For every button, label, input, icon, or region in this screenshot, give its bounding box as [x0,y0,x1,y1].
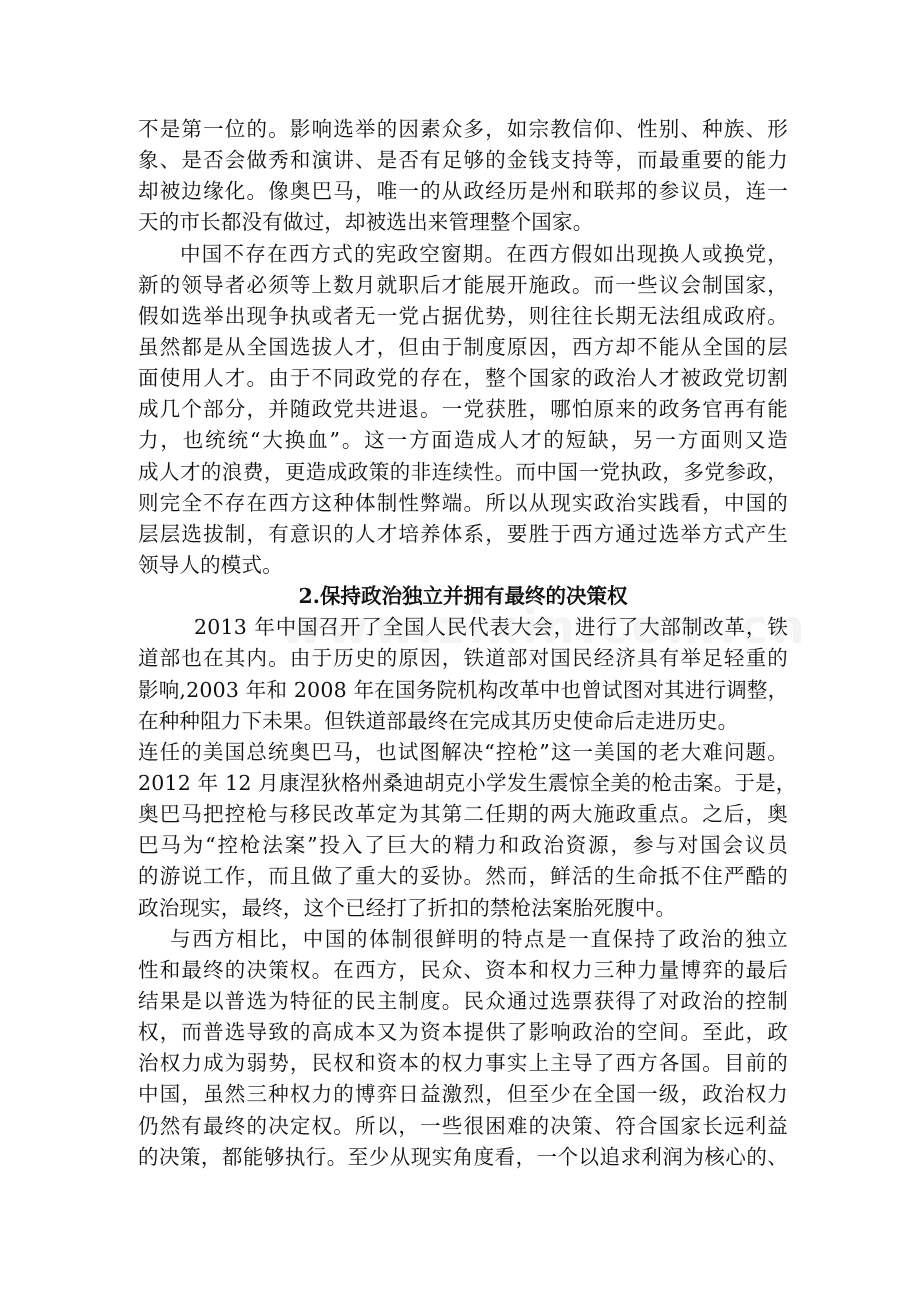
text-line: 与西方相比，中国的体制很鲜明的特点是一直保持了政治的独立 [170,926,788,951]
text-line: 领导人的模式。 [138,552,283,577]
text-line: 中国不存在西方式的宪政空窗期。在西方假如出现换人或换党， [180,241,788,266]
text-line: 虽然都是从全国选拔人才，但由于制度原因，西方却不能从全国的层 [138,334,788,359]
section-heading: 2.保持政治独立并拥有最终的决策权 [298,584,628,609]
text-line: 力，也统统“大换血”。这一方面造成人才的短缺，另一方面则又造 [138,428,788,453]
text-line: 层层选拔制，有意识的人才培养体系，要胜于西方通过选举方式产生 [138,521,788,546]
text-line: 成人才的浪费，更造成政策的非连续性。而中国一党执政，多党参政， [138,459,788,484]
text-line: 在种种阻力下未果。但铁道部最终在完成其历史使命后走进历史。 [138,708,739,733]
text-line: 的游说工作，而且做了重大的妥协。然而，鲜活的生命抵不住严酷的 [138,864,788,889]
text-line: 2012 年 12 月康涅狄格州桑迪胡克小学发生震惊全美的枪击案。于是， [138,770,797,795]
text-line: 权，而普选导致的高成本又为资本提供了影响政治的空间。至此，政 [138,1020,788,1045]
text-line: 2013 年中国召开了全国人民代表大会，进行了大部制改革，铁 [194,615,788,640]
text-line: 面使用人才。由于不同政党的存在，整个国家的政治人才被政党切割 [138,366,788,391]
text-line: 结果是以普选为特征的民主制度。民众通过选票获得了对政治的控制 [138,988,788,1013]
text-line: 天的市长都没有做过，却被选出来管理整个国家。 [138,210,594,235]
text-line: 却被边缘化。像奥巴马，唯一的从政经历是州和联邦的参议员，连一 [138,179,788,204]
text-column [138,114,797,1173]
text-line: 巴马为“控枪法案”投入了巨大的精力和政治资源，参与对国会议员 [138,833,788,858]
paragraph-4 [138,737,797,924]
paragraph-2 [138,239,788,582]
text-line: 中国，虽然三种权力的博弈日益激烈，但至少在全国一级，政治权力 [138,1082,788,1107]
text-line: 性和最终的决策权。在西方，民众、资本和权力三种力量博弈的最后 [138,957,788,982]
paragraph-5 [138,924,788,1173]
text-line: 影响,2003 年和 2008 年在国务院机构改革中也曾试图对其进行调整， [138,677,789,702]
text-line: 仍然有最终的决定权。所以，一些很困难的决策、符合国家长远利益 [138,1113,788,1138]
text-line: 成几个部分，并随政党共进退。一党获胜，哪怕原来的政务官再有能 [138,397,788,422]
text-line: 政治现实，最终，这个已经打了折扣的禁枪法案胎死腹中。 [138,895,677,920]
text-line: 的决策，都能够执行。至少从现实角度看，一个以追求利润为核心的、 [138,1144,788,1169]
text-line: 不是第一位的。影响选举的因素众多，如宗教信仰、性别、种族、形 [138,117,788,141]
text-line: 新的领导者必须等上数月就职后才能展开施政。而一些议会制国家， [138,272,788,297]
text-line: 连任的美国总统奥巴马，也试图解决“控枪”这一美国的老大难问题。 [138,739,788,764]
text-line: 治权力成为弱势，民权和资本的权力事实上主导了西方各国。目前的 [138,1051,788,1076]
text-line: 奥巴马把控枪与移民改革定为其第二任期的两大施政重点。之后，奥 [138,802,788,827]
paragraph-3 [138,612,788,737]
text-line: 道部也在其内。由于历史的原因，铁道部对国民经济具有举足轻重的 [138,646,788,671]
paragraph-1 [138,114,788,239]
text-line: 假如选举出现争执或者无一党占据优势，则往往长期无法组成政府。 [138,303,788,328]
text-line: 象、是否会做秀和演讲、是否有足够的金钱支持等，而最重要的能力 [138,148,788,173]
text-line: 则完全不存在西方这种体制性弊端。所以从现实政治实践看，中国的 [138,490,788,515]
